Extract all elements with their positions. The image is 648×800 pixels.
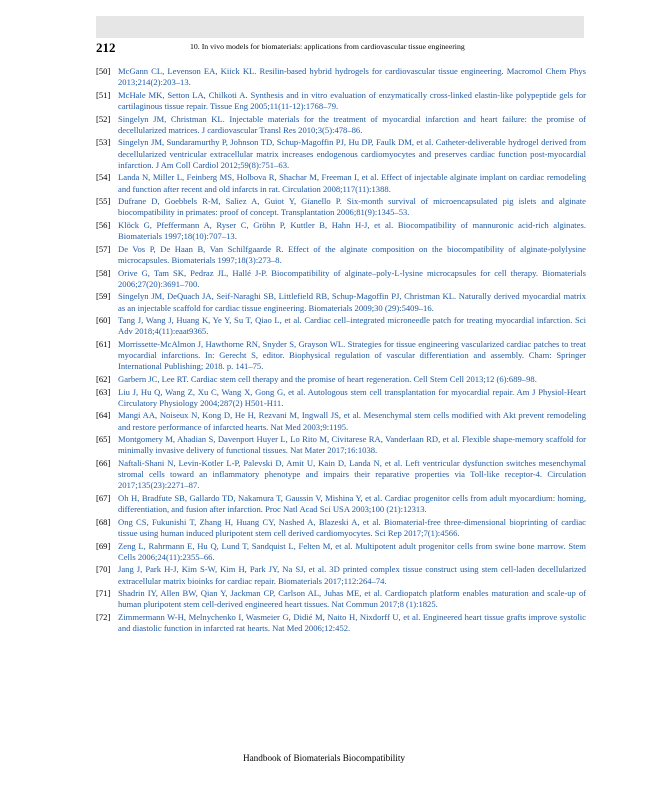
reference-link[interactable]: De Vos P, De Haan B, Van Schilfgaarde R. Effect of the alginate composition on the biocompatibility of alginate-polylysine microcapsules. Biomaterials 1997;18(3):273–8.: [118, 243, 586, 265]
reference-link[interactable]: Singelyn JM, DeQuach JA, Seif-Naraghi SB, Littlefield RB, Schup-Magoffin PJ, Christman KL. Naturally derived myocardial matrix as an injectable scaffold for cardiac tissue engineering. Biomaterials 2009;30 (29):5409–16.: [118, 291, 586, 313]
reference-number: [50]: [96, 66, 111, 76]
reference-number: [67]: [96, 492, 111, 503]
reference-item: [96, 315, 586, 337]
reference-number: [60]: [96, 315, 111, 326]
reference-item: [96, 588, 586, 610]
reference-item: [96, 387, 586, 409]
reference-item: [96, 410, 586, 432]
reference-number: [55]: [96, 196, 111, 207]
reference-link[interactable]: Landa N, Miller L, Feinberg MS, Holbova R, Shachar M, Freeman I, et al. Effect of injectable alginate implant on cardiac remodeling and function after recent and old infarcts in rat. Circulation 2008;117(11):1388.: [118, 172, 586, 194]
reference-link[interactable]: Montgomery M, Ahadian S, Davenport Huyer L, Lo Rito M, Civitarese RA, Vanderlaan RD, et al. Flexible shape-memory scaffold for minimally invasive delivery of functional tissues. Nat Mater 2017;16:1038.: [118, 434, 586, 456]
reference-number: [52]: [96, 113, 111, 124]
reference-link[interactable]: Liu J, Hu Q, Wang Z, Xu C, Wang X, Gong G, et al. Autologous stem cell transplantation for myocardial repair. Am J Physiol-Heart Circulatory Physiology 2004;287(2) H501-H11.: [118, 386, 586, 408]
reference-item: [96, 90, 586, 112]
header-bar: [96, 16, 584, 38]
reference-item: [96, 541, 586, 563]
reference-link[interactable]: Morrissette-McAlmon J, Hawthorne RN, Snyder S, Grayson WL. Strategies for tissue engineering vascularized cardiac patches to treat myocardial infarctions. In: Gerecht S, editor. Biophysical regulation of vascular differentiation and assembly. Cham: Springer International Publishing; 2018. p. 141–75.: [118, 338, 586, 372]
reference-number: [53]: [96, 137, 111, 148]
reference-item: [96, 434, 586, 456]
reference-link[interactable]: Klöck G, Pfeffermann A, Ryser C, Gröhn P, Kuttler B, Hahn H-J, et al. Biocompatibility of mannuronic acid-rich alginates. Biomaterials 1997;18(10):707–13.: [118, 219, 586, 242]
reference-number: [57]: [96, 243, 111, 254]
reference-number: [69]: [96, 540, 111, 551]
reference-item: [96, 291, 586, 313]
reference-list: [96, 66, 586, 636]
reference-link[interactable]: McHale MK, Setton LA, Chilkoti A. Synthesis and in vitro evaluation of enzymatically cross-linked elastin-like polypeptide gels for cartilaginous tissue repair. Tissue Eng 2005;11(11-12):1768–79.: [118, 89, 586, 111]
reference-number: [62]: [96, 373, 111, 384]
reference-link[interactable]: Singelyn JM, Christman KL. Injectable materials for the treatment of myocardial infarction and heart failure: the promise of decellularized matrices. J cardiovascular Transl Res 2010;3(5):478–86.: [118, 113, 586, 135]
reference-number: [56]: [96, 219, 111, 230]
page-number: 212: [96, 40, 116, 55]
reference-item: [96, 339, 586, 373]
reference-link[interactable]: Zeng L, Rahrmann E, Hu Q, Lund T, Sandquist L, Felten M, et al. Multipotent adult progenitor cells from swine bone marrow. Stem Cells 2006;24(11):2355–66.: [118, 540, 586, 562]
reference-link[interactable]: Jang J, Park H-J, Kim S-W, Kim H, Park JY, Na SJ, et al. 3D printed complex tissue construct using stem cell-laden decellularized extracellular matrix bioinks for cardiac repair. Biomaterials 2017;112:264–74.: [118, 564, 586, 586]
reference-number: [66]: [96, 457, 111, 468]
reference-link[interactable]: Tang J, Wang J, Huang K, Ye Y, Su T, Qiao L, et al. Cardiac cell–integrated microneedle patch for treating myocardial infarction. Sci Adv 2018;4(11):eaat9365.: [118, 315, 586, 337]
reference-item: [96, 517, 586, 539]
reference-item: [96, 493, 586, 515]
reference-number: [65]: [96, 434, 111, 445]
reference-item: [96, 458, 586, 492]
footer-book-title: Handbook of Biomaterials Biocompatibility: [242, 753, 406, 763]
reference-item: [96, 244, 586, 266]
reference-number: [51]: [96, 89, 111, 100]
reference-item: [96, 137, 586, 171]
reference-link[interactable]: Zimmermann W-H, Melnychenko I, Wasmeier G, Didié M, Naito H, Nixdorff U, et al. Engineered heart tissue grafts improve systolic and diastolic function in infarcted rat hearts. Nat Med 2006;12:452.: [118, 611, 586, 634]
reference-link[interactable]: Dufrane D, Goebbels R-M, Saliez A, Guiot Y, Gianello P. Six-month survival of microencapsulated pig islets and alginate biocompatibility in primates: proof of concept. Transplantation 2006;81(9):1345–53.: [118, 196, 586, 218]
reference-link[interactable]: Oh H, Bradfute SB, Gallardo TD, Nakamura T, Gaussin V, Mishina Y, et al. Cardiac progenitor cells from adult myocardium: homing, differentiation, and fusion after infarction. Proc Natl Acad Sci USA 2003;100 (21):12313.: [118, 492, 586, 515]
reference-link[interactable]: Shadrin IY, Allen BW, Qian Y, Jackman CP, Carlson AL, Juhas ME, et al. Cardiopatch platform enables maturation and scale-up of human pluripotent stem cell-derived engineered heart tissues. Nat Commun 2017;8 (1):1825.: [118, 588, 586, 610]
reference-number: [54]: [96, 172, 111, 183]
reference-number: [68]: [96, 516, 111, 527]
reference-item: [96, 172, 586, 194]
reference-link[interactable]: Ong CS, Fukunishi T, Zhang H, Huang CY, Nashed A, Blazeski A, et al. Biomaterial-free three-dimensional bioprinting of cardiac tissue using human induced pluripotent stem cell derived cardiomyocytes. Sci Rep 2017;7(1):4566.: [118, 516, 586, 538]
reference-number: [61]: [96, 338, 111, 349]
reference-item: [96, 196, 586, 218]
reference-link[interactable]: Orive G, Tam SK, Pedraz JL, Hallé J-P. Biocompatibility of alginate–poly-L-lysine microcapsules for cell therapy. Biomaterials 2006;27(20):3691–700.: [118, 267, 586, 289]
reference-item: [96, 66, 586, 88]
reference-number: [71]: [96, 588, 111, 599]
reference-link[interactable]: Mangi AA, Noiseux N, Kong D, He H, Rezvani M, Ingwall JS, et al. Mesenchymal stem cells modified with Akt prevent remodeling and restore performance of infarcted hearts. Nat Med 2003;9:1195.: [118, 410, 586, 432]
reference-item: [96, 374, 586, 385]
reference-item: [96, 268, 586, 290]
reference-number: [58]: [96, 267, 111, 278]
reference-number: [70]: [96, 564, 111, 575]
reference-item: [96, 612, 586, 634]
reference-link[interactable]: McGann CL, Levenson EA, Kiick KL. Resilin-based hybrid hydrogels for cardiovascular tissue engineering. Macromol Chem Phys 2013;214(2):203–13.: [118, 66, 586, 88]
reference-link[interactable]: Singelyn JM, Sundaramurthy P, Johnson TD, Schup-Magoffin PJ, Hu DP, Faulk DM, et al. Catheter-deliverable hydrogel derived from decellularized ventricular extracellular matrix increases endogenous cardiomyocytes and preserves cardiac function post-myocardial infarction. J Am Coll Cardiol 2012;59(8):751–63.: [118, 137, 586, 170]
reference-number: [72]: [96, 611, 111, 622]
reference-item: [96, 564, 586, 586]
reference-link[interactable]: Garbern JC, Lee RT. Cardiac stem cell therapy and the promise of heart regeneration. Cell Stem Cell 2013;12 (6):689–98.: [118, 373, 537, 384]
reference-number: [64]: [96, 410, 111, 421]
reference-link[interactable]: Naftali-Shani N, Levin-Kotler L-P, Palevski D, Amit U, Kain D, Landa N, et al. Left ventricular dysfunction switches mesenchymal stromal cells toward an inflammatory phenotype and impairs their reparative properties via Toll-like receptor-4. Circulation 2017;135(23):2271–87.: [118, 457, 586, 491]
reference-number: [63]: [96, 386, 111, 397]
reference-item: [96, 114, 586, 136]
reference-item: [96, 220, 586, 242]
reference-number: [59]: [96, 291, 111, 302]
running-title: 10. In vivo models for biomaterials: applications from cardiovascular tissue engineering: [190, 42, 465, 51]
page-header: [96, 40, 584, 56]
